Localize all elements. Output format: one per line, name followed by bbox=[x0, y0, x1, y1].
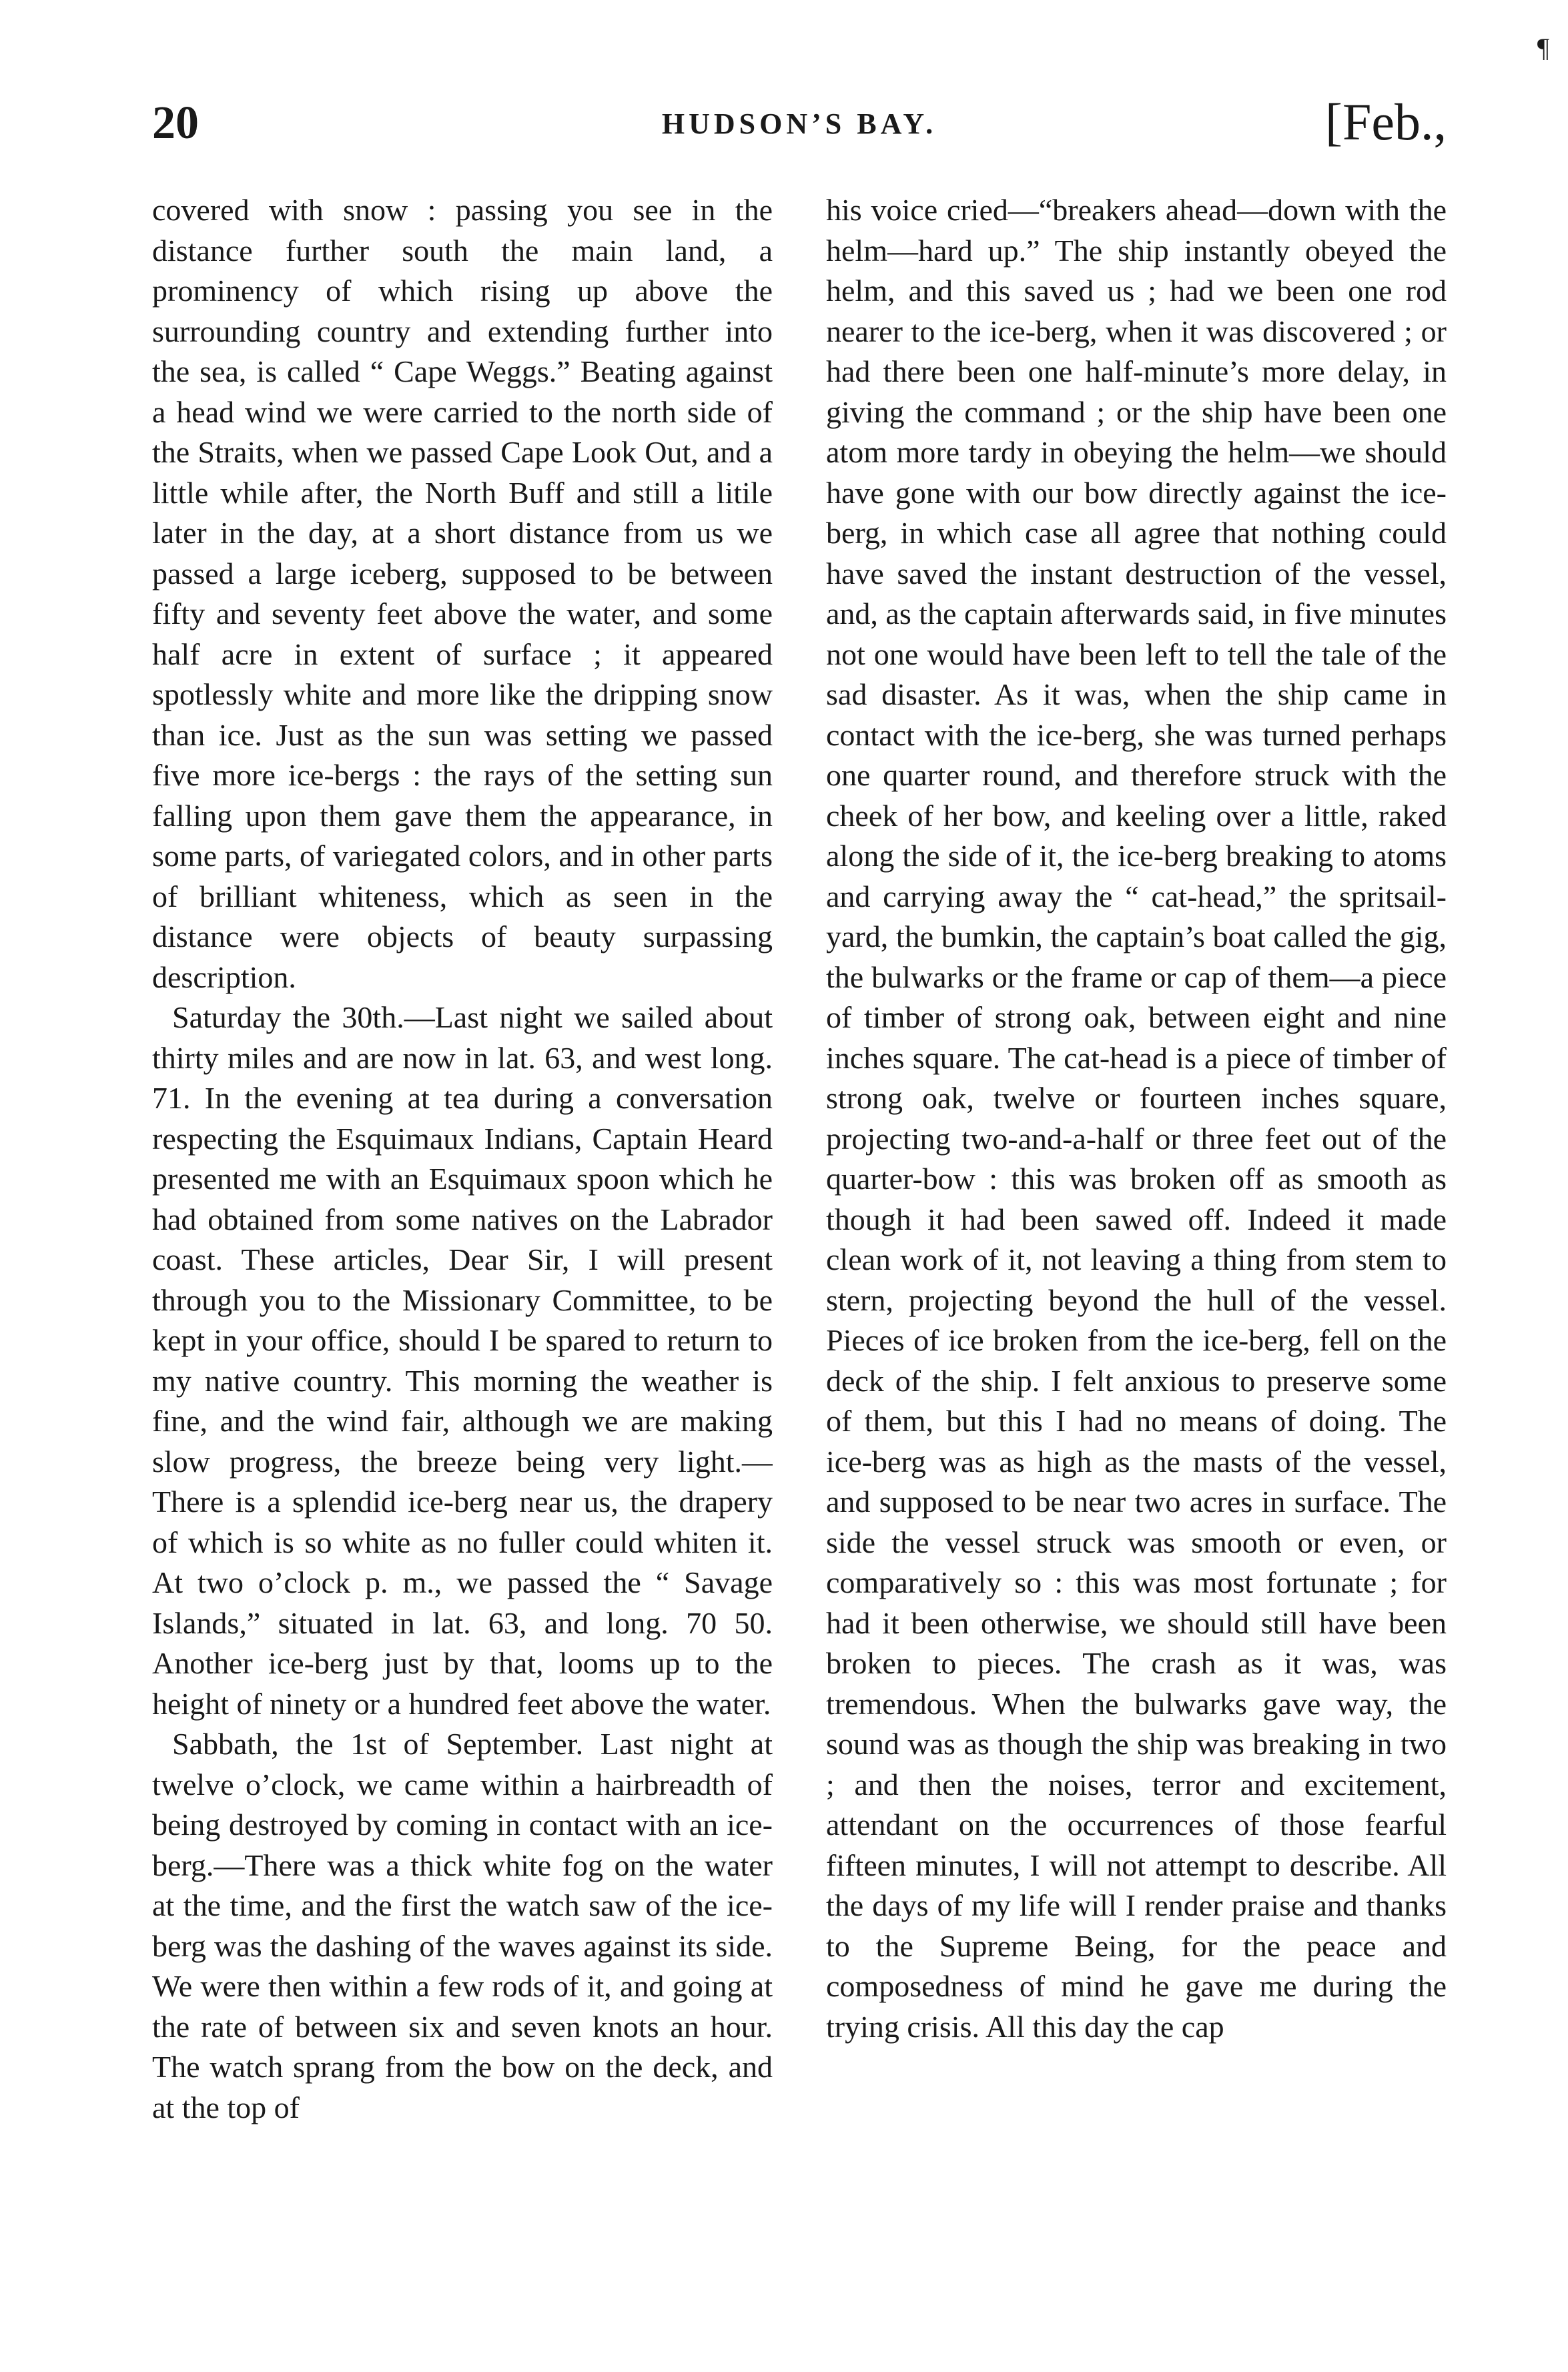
running-title: HUDSON’S BAY. bbox=[661, 107, 937, 140]
corner-mark: ¶ bbox=[1537, 33, 1549, 63]
text-columns bbox=[152, 190, 1447, 2305]
month-mark: [Feb., bbox=[1325, 93, 1447, 151]
page-number: 20 bbox=[152, 97, 199, 149]
right-column bbox=[826, 190, 1447, 2305]
right-paragraph-1: his voice cried—“breakers ahead—down with the helm—hard up.” The ship instantly obeyed the helm, and this saved us ; had we been one rod nearer to the ice-berg, when it was discovered ; or had there been one half-minute’s more delay, in giving the command ; or the ship have been one atom more tardy in obeying the helm—we should have gone with our bow directly against the ice-berg, in which case all agree that nothing could have saved the instant destruction of the vessel, and, as the captain afterwards said, in five minutes not one would have been left to tell the tale of the sad disaster. As it was, when the ship came in contact with the ice-berg, she was turned perhaps one quarter round, and therefore struck with the cheek of her bow, and keeling over a little, raked along the side of it, the ice-berg breaking to atoms and carrying away the “ cat-head,” the spritsail-yard, the bumkin, the captain’s boat called the gig, the bulwarks or the frame or cap of them—a piece of timber of strong oak, between eight and nine inches square. The cat-head is a piece of timber of strong oak, twelve or fourteen inches square, projecting two-and-a-half or three feet out of the quarter-bow : this was broken off as smooth as though it had been sawed off. Indeed it made clean work of it, not leaving a thing from stem to stern, projecting beyond the hull of the vessel. Pieces of ice broken from the ice-berg, fell on the deck of the ship. I felt anxious to preserve some of them, but this I had no means of doing. The ice-berg was as high as the masts of the vessel, and supposed to be near two acres in surface. The side the vessel struck was smooth or even, or comparatively so : this was most fortunate ; for had it been otherwise, we should still have been broken to pieces. The crash as it was, was tremendous. When the bulwarks gave way, the sound was as though the ship was breaking in two ; and then the noises, terror and excitement, attendant on the occurrences of those fearful fifteen minutes, I will not attempt to describe. All the days of my life will I render praise and thanks to the Supreme Being, for the peace and composedness of mind he gave me during the trying crisis. All this day the cap bbox=[826, 193, 1447, 2044]
page-header bbox=[152, 93, 1447, 173]
left-column bbox=[152, 190, 773, 2305]
left-paragraph-1: covered with snow : passing you see in the distance further south the main land, a prominency of which rising up above the surrounding country and extending further into the sea, is called “ Cape Weggs.” Beating against a head wind we were carried to the north side of the Straits, when we passed Cape Look Out, and a little while after, the North Buff and still a litile later in the day, at a short distance from us we passed a large iceberg, supposed to be between fifty and seventy feet above the water, and some half acre in extent of surface ; it appeared spotlessly white and more like the dripping snow than ice. Just as the sun was setting we passed five more ice-bergs : the rays of the setting sun falling upon them gave them the appearance, in some parts, of variegated colors, and in other parts of brilliant whiteness, which as seen in the distance were objects of beauty surpassing description. bbox=[152, 193, 773, 994]
left-paragraph-3: Sabbath, the 1st of September. Last night at twelve o’clock, we came within a hairbreadth of being destroyed by coming in contact with an ice-berg.—There was a thick white fog on the water at the time, and the first the watch saw of the ice-berg was the dashing of the waves against its side. We were then within a few rods of it, and going at the rate of between six and seven knots an hour. The watch sprang from the bow on the deck, and at the top of bbox=[152, 1727, 773, 2124]
left-paragraph-2: Saturday the 30th.—Last night we sailed about thirty miles and are now in lat. 63, and west long. 71. In the evening at tea during a conversation respecting the Esquimaux Indians, Captain Heard presented me with an Esquimaux spoon which he had obtained from some natives on the Labrador coast. These articles, Dear Sir, I will present through you to the Missionary Committee, to be kept in your office, should I be spared to return to my native country. This morning the weather is fine, and the wind fair, although we are making slow progress, the breeze being very light.—There is a splendid ice-berg near us, the drapery of which is so white as no fuller could whiten it. At two o’clock p. m., we passed the “ Savage Islands,” situated in lat. 63, and long. 70 50. Another ice-berg just by that, looms up to the height of ninety or a hundred feet above the water. bbox=[152, 1000, 773, 1721]
